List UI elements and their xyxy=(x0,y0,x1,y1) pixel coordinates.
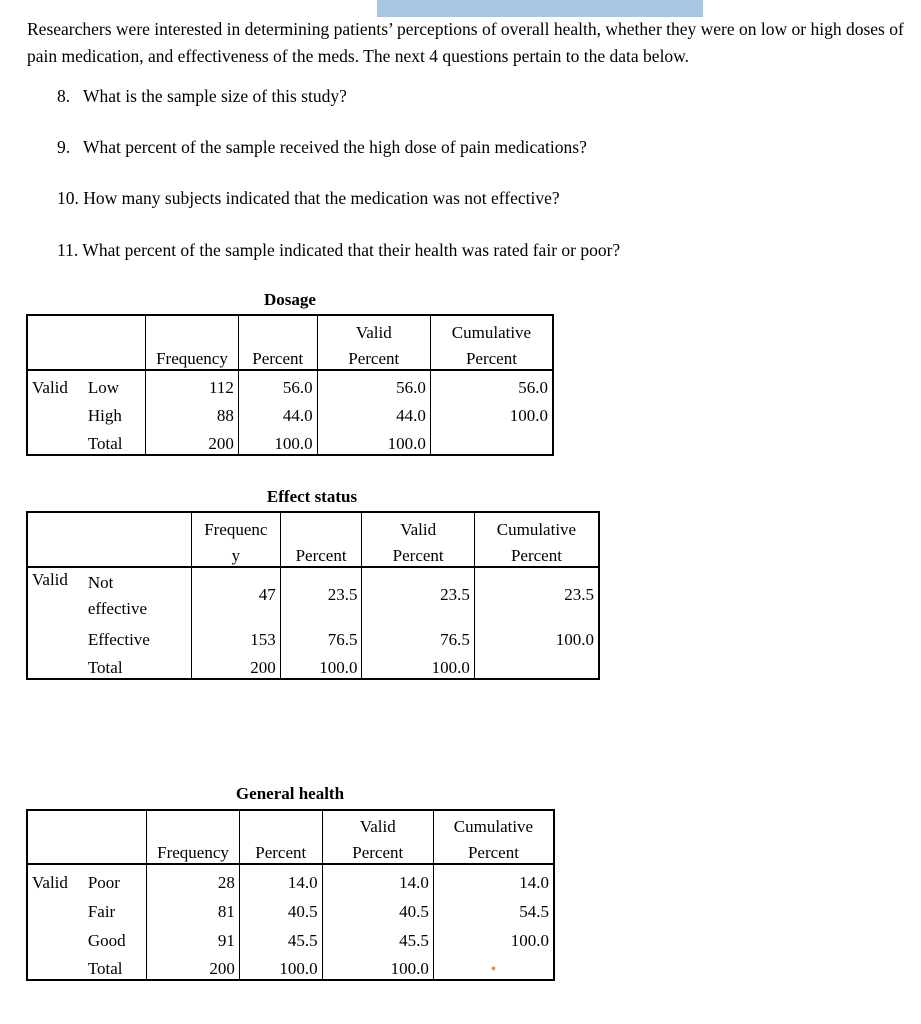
row-label: High xyxy=(84,398,146,426)
row-label: Fair xyxy=(84,893,147,922)
header-percent: Percent xyxy=(238,343,317,370)
table-row xyxy=(27,426,553,455)
cell-frequency: 28 xyxy=(147,864,240,893)
row-label: Total xyxy=(84,650,192,679)
table-row xyxy=(27,922,554,951)
header-frequency: Frequency xyxy=(146,343,239,370)
header-percent: Percent xyxy=(239,837,322,864)
question-text: How many subjects indicated that the medication was not effective? xyxy=(83,188,560,208)
question-10 xyxy=(57,188,560,209)
cell-valid-percent: 23.5 xyxy=(362,567,474,622)
header-cumulative: Cumulative xyxy=(474,512,599,540)
question-text: What is the sample size of this study? xyxy=(82,86,347,106)
question-11 xyxy=(57,240,620,261)
question-number: 10. xyxy=(57,188,79,208)
cell-frequency: 200 xyxy=(146,426,239,455)
row-label: Good xyxy=(84,922,147,951)
cell-percent: 100.0 xyxy=(238,426,317,455)
header-frequency: Frequency xyxy=(147,837,240,864)
group-label: Valid xyxy=(32,378,68,397)
header-cumulative-percent: Percent xyxy=(433,837,554,864)
cell-percent: 14.0 xyxy=(239,864,322,893)
cell-valid-percent: 76.5 xyxy=(362,622,474,650)
cell-cumulative-percent: 23.5 xyxy=(564,585,594,604)
table-row xyxy=(27,951,554,980)
question-9 xyxy=(57,137,587,158)
dosage-table xyxy=(26,314,554,456)
table-row xyxy=(27,650,599,679)
cell-cumulative-percent xyxy=(433,951,554,980)
table-row xyxy=(27,622,599,650)
cell-valid-percent: 100.0 xyxy=(317,426,430,455)
cell-frequency: 200 xyxy=(191,650,280,679)
header-valid: Valid xyxy=(362,512,474,540)
cell-frequency: 200 xyxy=(147,951,240,980)
row-label: Low xyxy=(84,370,146,398)
cell-valid-percent: 40.5 xyxy=(322,893,433,922)
header-valid: Valid xyxy=(322,810,433,837)
cell-valid-percent: 44.0 xyxy=(317,398,430,426)
question-text: What percent of the sample received the high dose of pain medications? xyxy=(82,137,587,157)
cell-percent: 100.0 xyxy=(239,951,322,980)
cell-cumulative-percent: 100.0 xyxy=(555,630,594,649)
cell-valid-percent: 100.0 xyxy=(322,951,433,980)
header-valid: Valid xyxy=(317,315,430,343)
header-valid-percent: Percent xyxy=(322,837,433,864)
table-row xyxy=(27,567,599,622)
cell-percent: 45.5 xyxy=(239,922,322,951)
cell-percent: 23.5 xyxy=(280,567,362,622)
cell-cumulative-percent: 54.5 xyxy=(519,902,549,921)
table-row xyxy=(27,864,554,893)
cell-percent: 56.0 xyxy=(238,370,317,398)
health-title: General health xyxy=(235,784,345,803)
cell-cumulative-percent xyxy=(474,650,599,679)
cell-frequency: 47 xyxy=(191,567,280,622)
cell-valid-percent: 14.0 xyxy=(322,864,433,893)
cell-cumulative-percent: 56.0 xyxy=(518,378,548,397)
cell-percent: 76.5 xyxy=(280,622,362,650)
question-8 xyxy=(57,86,347,107)
header-cumulative-percent: Percent xyxy=(430,343,553,370)
header-percent: Percent xyxy=(280,540,362,567)
row-label: Total xyxy=(84,951,147,980)
row-label: Total xyxy=(84,426,146,455)
effect-table xyxy=(26,511,600,680)
cell-frequency: 91 xyxy=(147,922,240,951)
cell-percent: 40.5 xyxy=(239,893,322,922)
effect-title: Effect status xyxy=(266,487,358,506)
cell-cumulative-percent: 100.0 xyxy=(509,406,548,425)
cell-cumulative-percent: 100.0 xyxy=(510,931,549,950)
question-number: 8. xyxy=(57,86,71,106)
table-row xyxy=(27,893,554,922)
cell-percent: 100.0 xyxy=(280,650,362,679)
cell-valid-percent: 100.0 xyxy=(362,650,474,679)
question-text: What percent of the sample indicated that their health was rated fair or poor? xyxy=(82,240,621,260)
header-frequency-cont: y xyxy=(191,540,280,567)
cell-valid-percent: 56.0 xyxy=(317,370,430,398)
header-cumulative-percent: Percent xyxy=(474,540,599,567)
top-highlight-bar xyxy=(377,0,703,17)
row-label: Not effective xyxy=(84,567,192,622)
header-frequency: Frequenc xyxy=(191,512,280,540)
table-row xyxy=(27,398,553,426)
cell-frequency: 88 xyxy=(146,398,239,426)
header-valid-percent: Percent xyxy=(317,343,430,370)
cell-frequency: 153 xyxy=(191,622,280,650)
row-label: Effective xyxy=(84,622,192,650)
question-number: 11. xyxy=(57,240,79,260)
header-cumulative: Cumulative xyxy=(433,810,554,837)
dosage-title: Dosage xyxy=(264,290,316,309)
cell-valid-percent: 45.5 xyxy=(322,922,433,951)
health-table xyxy=(26,809,555,981)
group-label: Valid xyxy=(32,873,68,892)
header-cumulative: Cumulative xyxy=(430,315,553,343)
intro-paragraph: Researchers were interested in determining patients’ perceptions of overall health, whether they were on low or high doses of pain medication, and effectiveness of the meds. The next 4 questions pertain to the data below. xyxy=(27,19,904,66)
group-label: Valid xyxy=(32,570,68,589)
table-row xyxy=(27,370,553,398)
orange-dot-marker: • xyxy=(490,961,497,978)
cell-frequency: 81 xyxy=(147,893,240,922)
question-number: 9. xyxy=(57,137,71,157)
header-valid-percent: Percent xyxy=(362,540,474,567)
cell-cumulative-percent: 14.0 xyxy=(519,873,549,892)
row-label: Poor xyxy=(84,864,147,893)
cell-cumulative-percent xyxy=(430,426,553,455)
cell-frequency: 112 xyxy=(146,370,239,398)
cell-percent: 44.0 xyxy=(238,398,317,426)
